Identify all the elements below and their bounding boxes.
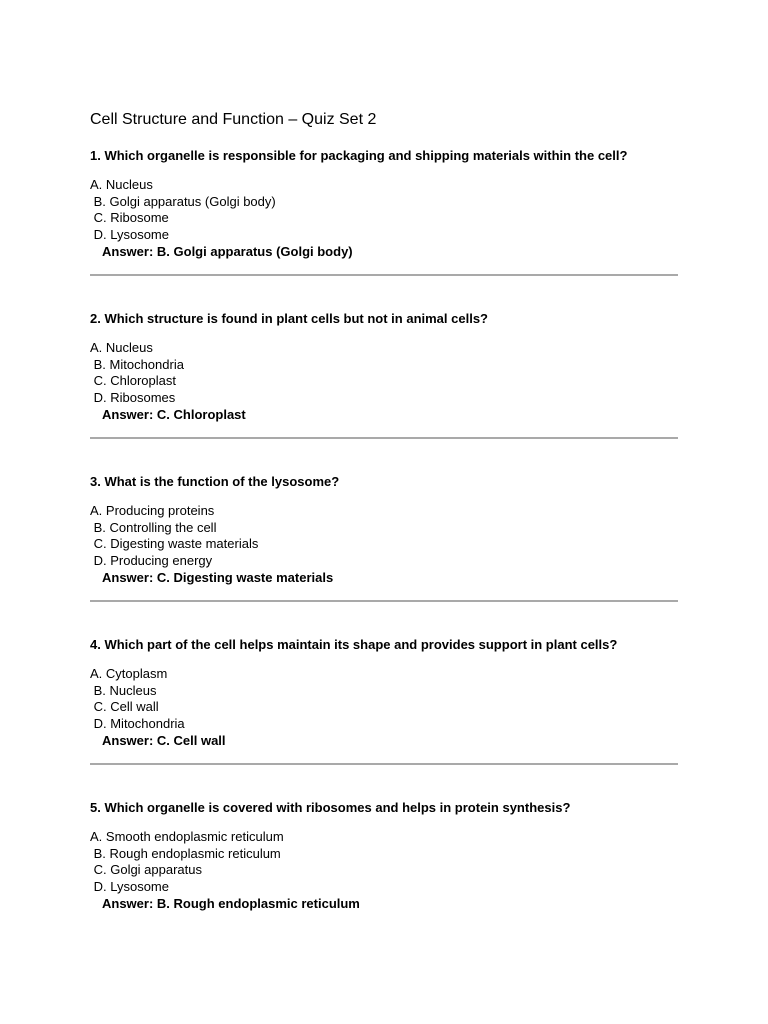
option-c: C. Golgi apparatus [90,862,203,877]
option-d: D. Producing energy [90,552,213,568]
option-b: B. Mitochondria [90,356,184,372]
question-block [90,310,678,439]
divider [90,437,678,439]
option-a: A. Nucleus [90,177,153,192]
option-c: C. Cell wall [90,699,159,714]
answer-text: Answer: B. Rough endoplasmic reticulum [102,896,360,911]
question-text: 2. Which structure is found in plant cells but not in animal cells? [90,311,488,326]
option-a: A. Smooth endoplasmic reticulum [90,829,284,844]
option-c: C. Ribosome [90,210,169,225]
option-a: A. Producing proteins [90,503,215,518]
question-text: 3. What is the function of the lysosome? [90,474,340,489]
option-b: B. Controlling the cell [90,519,217,535]
option-d: D. Lysosome [90,226,169,242]
option-b: B. Nucleus [90,682,157,698]
question-block [90,147,678,276]
answer-text: Answer: C. Cell wall [102,733,226,748]
question-block [90,473,678,602]
quiz-page [90,110,678,912]
divider [90,763,678,765]
question-text: 4. Which part of the cell helps maintain its shape and provides support in plant cells? [90,637,618,652]
option-c: C. Digesting waste materials [90,536,259,551]
divider [90,600,678,602]
option-d: D. Lysosome [90,878,169,894]
option-d: D. Ribosomes [90,389,176,405]
option-a: A. Cytoplasm [90,666,168,681]
option-b: B. Golgi apparatus (Golgi body) [90,193,276,209]
divider [90,274,678,276]
option-c: C. Chloroplast [90,373,176,388]
answer-text: Answer: C. Digesting waste materials [102,570,334,585]
option-a: A. Nucleus [90,340,153,355]
answer-text: Answer: B. Golgi apparatus (Golgi body) [102,244,353,259]
option-d: D. Mitochondria [90,715,185,731]
question-block [90,636,678,765]
option-b: B. Rough endoplasmic reticulum [90,845,281,861]
question-text: 1. Which organelle is responsible for packaging and shipping materials within the cell? [90,148,628,163]
answer-text: Answer: C. Chloroplast [102,407,246,422]
question-text: 5. Which organelle is covered with ribosomes and helps in protein synthesis? [90,800,571,815]
page-title: Cell Structure and Function – Quiz Set 2 [90,111,377,128]
question-block [90,799,678,912]
